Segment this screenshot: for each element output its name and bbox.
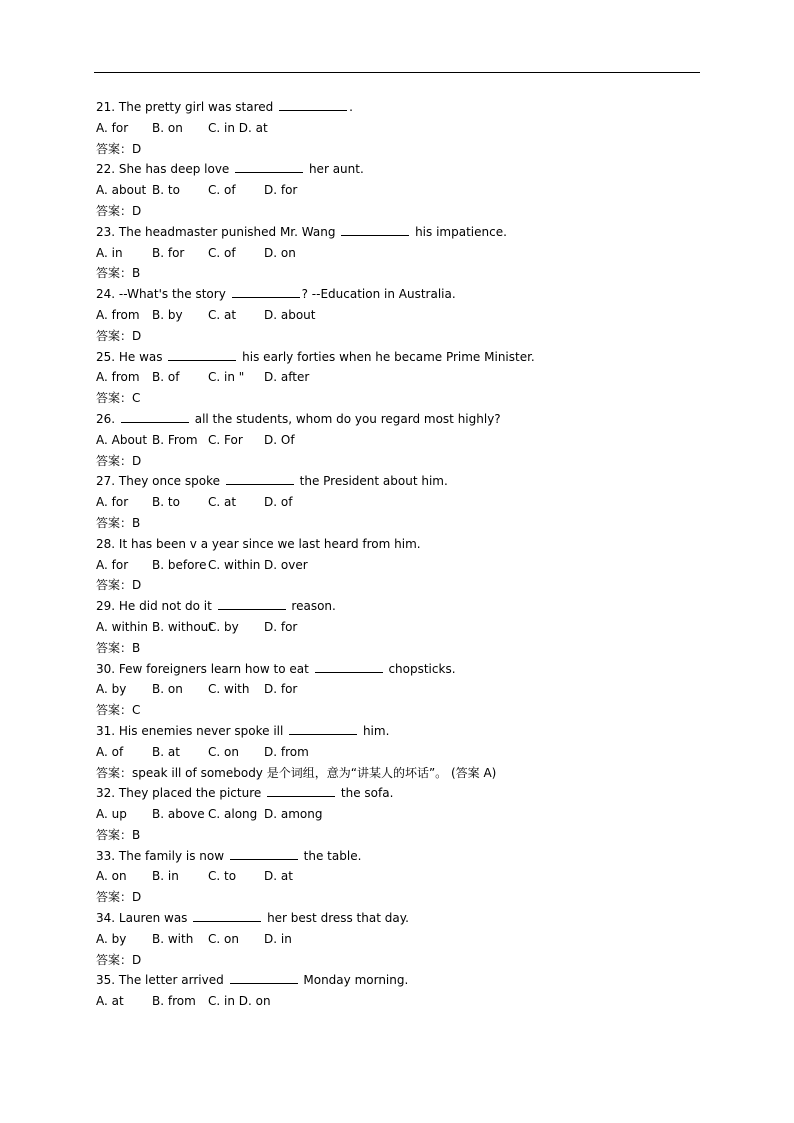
option: B. at <box>152 744 180 759</box>
question-text-after-blank: his early forties when he became Prime Minister. <box>238 349 535 364</box>
options-row <box>96 679 716 700</box>
answer-line: 答案：B <box>96 640 141 655</box>
option: D. over <box>264 557 308 572</box>
option: C. in D. on <box>208 994 271 1009</box>
question-stem <box>96 970 716 991</box>
option: D. at <box>264 869 293 884</box>
question-text-after-blank: her aunt. <box>305 162 364 177</box>
option: A. about <box>96 183 147 198</box>
option: B. for <box>152 245 185 260</box>
answer-line: 答案：D <box>96 203 142 218</box>
answer-blank <box>341 223 409 236</box>
option: A. within <box>96 619 149 634</box>
option: C. at <box>208 495 237 510</box>
question-text: 33. The family is now <box>96 848 228 863</box>
option: B. From <box>152 432 198 447</box>
options-row <box>96 804 716 825</box>
option: A. for <box>96 495 129 510</box>
answer-blank <box>121 410 189 423</box>
option: B. by <box>152 307 183 322</box>
options-row <box>96 430 716 451</box>
answer-line: 答案：D <box>96 453 142 468</box>
option: D. in <box>264 931 292 946</box>
option: A. by <box>96 931 127 946</box>
question-stem <box>96 409 716 430</box>
question-text: 26. <box>96 411 119 426</box>
answer-line: 答案：B <box>96 827 141 842</box>
question-stem <box>96 222 716 243</box>
option: B. to <box>152 495 180 510</box>
options-row <box>96 555 716 576</box>
option: A. About <box>96 432 148 447</box>
question-text: 34. Lauren was <box>96 911 192 926</box>
options-row <box>96 991 716 1012</box>
answer-blank <box>168 348 236 361</box>
answer-line: 答案：D <box>96 578 142 593</box>
question-text: 31. His enemies never spoke ill <box>96 723 288 738</box>
question-text-after-blank: the sofa. <box>337 786 394 801</box>
question-text-after-blank: her best dress that day. <box>263 911 409 926</box>
options-row <box>96 866 716 887</box>
answer-line: 答案：C <box>96 391 141 406</box>
option: C. on <box>208 931 239 946</box>
option: D. Of <box>264 432 295 447</box>
option: A. up <box>96 807 127 822</box>
question-text: 35. The letter arrived <box>96 973 228 988</box>
answer-blank <box>267 784 335 797</box>
answer-line: 答案：C <box>96 703 141 718</box>
question-text: 24. --What's the story <box>96 287 230 302</box>
answer-line: 答案：D <box>96 890 142 905</box>
option: B. above <box>152 807 205 822</box>
question-stem <box>96 534 716 555</box>
question-text: 21. The pretty girl was stared <box>96 100 278 114</box>
option: D. after <box>264 370 310 385</box>
answer-blank <box>315 660 383 673</box>
option: B. in <box>152 869 179 884</box>
question-list <box>96 97 716 1012</box>
options-row <box>96 305 716 326</box>
option: A. at <box>96 994 124 1009</box>
option: D. about <box>264 307 316 322</box>
option: C. with <box>208 682 250 697</box>
option: A. on <box>96 869 127 884</box>
question-stem <box>96 783 716 804</box>
answer-line: 答案：D <box>96 141 142 156</box>
answer-line: 答案：B <box>96 266 141 281</box>
answer-blank <box>230 847 298 860</box>
option: C. within <box>208 557 261 572</box>
option: B. on <box>152 120 183 135</box>
option: A. for <box>96 120 129 135</box>
answer-line: 答案：D <box>96 952 142 967</box>
option: C. by <box>208 619 239 634</box>
option: C. to <box>208 869 237 884</box>
option: B. to <box>152 183 180 198</box>
question-text-after-blank: chopsticks. <box>384 661 456 676</box>
options-row <box>96 742 716 763</box>
answer-blank <box>235 160 303 173</box>
question-text: 32. They placed the picture <box>96 786 266 801</box>
question-text: 30. Few foreigners learn how to eat <box>96 661 313 676</box>
question-text-after-blank: all the students, whom do you regard most highly? <box>190 411 501 426</box>
option: D. from <box>264 744 309 759</box>
option: C. of <box>208 183 236 198</box>
option: D. for <box>264 619 298 634</box>
question-stem <box>96 596 716 617</box>
question-text: 28. It has been v a year since we last heard from him. <box>96 536 421 551</box>
question-stem <box>96 159 716 180</box>
option: C. in D. at <box>208 120 268 135</box>
question-text-after-blank: his impatience. <box>411 224 507 239</box>
option: C. along <box>208 807 258 822</box>
options-row <box>96 367 716 388</box>
option: C. at <box>208 307 237 322</box>
question-stem <box>96 908 716 929</box>
question-text: 25. He was <box>96 349 167 364</box>
option: A. by <box>96 682 127 697</box>
question-text-after-blank: the President about him. <box>295 474 448 489</box>
question-text-after-blank: Monday morning. <box>299 973 409 988</box>
options-row <box>96 180 716 201</box>
option: B. of <box>152 370 180 385</box>
option: C. on <box>208 744 239 759</box>
question-text: 29. He did not do it <box>96 599 216 614</box>
options-row <box>96 617 716 638</box>
option: D. among <box>264 807 323 822</box>
option: B. without <box>152 619 213 634</box>
option: A. from <box>96 370 140 385</box>
answer-blank <box>279 98 347 111</box>
question-text-after-blank: him. <box>359 723 390 738</box>
answer-blank <box>226 472 294 485</box>
question-stem <box>96 721 716 742</box>
option: B. on <box>152 682 183 697</box>
question-stem <box>96 846 716 867</box>
answer-blank <box>218 597 286 610</box>
option: A. from <box>96 307 140 322</box>
question-stem <box>96 347 716 368</box>
answer-blank <box>230 971 298 984</box>
option: A. in <box>96 245 123 260</box>
options-row <box>96 492 716 513</box>
option: B. before <box>152 557 207 572</box>
option: D. of <box>264 495 293 510</box>
answer-blank <box>232 285 300 298</box>
question-stem <box>96 284 716 305</box>
option: B. from <box>152 994 196 1009</box>
options-row <box>96 929 716 950</box>
question-text: 22. She has deep love <box>96 162 234 177</box>
question-text: 27. They once spoke <box>96 474 224 489</box>
answer-line: 答案：D <box>96 328 142 343</box>
question-stem <box>96 471 716 492</box>
question-text: 23. The headmaster punished Mr. Wang <box>96 224 340 239</box>
option: D. for <box>264 682 298 697</box>
option: C. For <box>208 432 243 447</box>
answer-blank <box>289 722 357 735</box>
question-text-after-blank: ? --Education in Australia. <box>301 287 456 302</box>
question-stem <box>96 659 716 680</box>
option: A. of <box>96 744 124 759</box>
question-stem <box>96 97 716 118</box>
header-rule <box>94 72 700 73</box>
question-text-after-blank: . <box>349 100 353 114</box>
option: C. in " <box>208 370 245 385</box>
option: C. of <box>208 245 236 260</box>
option: D. for <box>264 183 298 198</box>
answer-line: 答案：speak ill of somebody 是个词组，意为“讲某人的坏话”。 (答案 A) <box>96 765 497 780</box>
option: D. on <box>264 245 296 260</box>
options-row <box>96 118 716 139</box>
option: B. with <box>152 931 194 946</box>
option: A. for <box>96 557 129 572</box>
question-text-after-blank: the table. <box>299 848 362 863</box>
answer-line: 答案：B <box>96 515 141 530</box>
answer-blank <box>193 909 261 922</box>
options-row <box>96 243 716 264</box>
question-text-after-blank: reason. <box>287 599 336 614</box>
